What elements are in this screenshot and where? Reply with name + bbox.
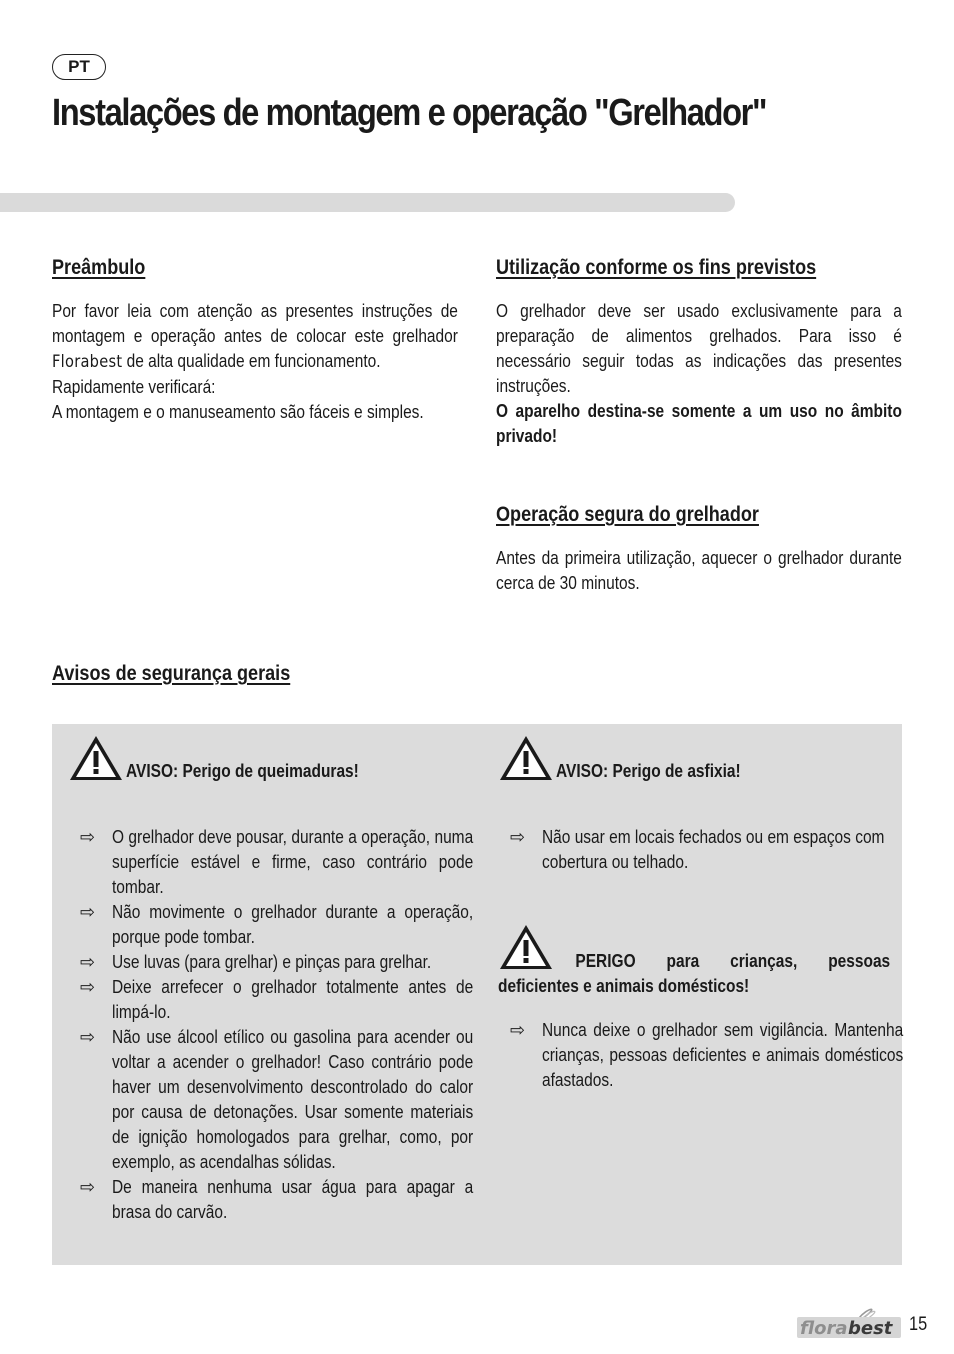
warning-asphyxia-title: AVISO: Perigo de asfixia! [556, 761, 741, 781]
warning-burns-title: AVISO: Perigo de queimaduras! [126, 761, 359, 781]
arrow-right-outline-icon: ⇨ [510, 827, 526, 848]
arrow-right-outline-icon: ⇨ [510, 1020, 526, 1041]
utilizacao-body: O grelhador deve ser usado exclusivamente para a preparação de alimentos grelhados. Para isso é necessário seguir todas as indicações das presentes instruções. [496, 301, 902, 396]
preambulo-section [52, 256, 458, 425]
operacao-heading: Operação segura do grelhador [496, 503, 759, 526]
utilizacao-text [496, 299, 902, 449]
preambulo-text [52, 299, 458, 425]
language-badge: PT [52, 54, 106, 80]
safety-warning-box [52, 724, 902, 1265]
warning-burns-column [68, 732, 474, 1225]
warning-burns-header [68, 732, 460, 782]
warning-asphyxia-header [498, 732, 890, 782]
list-item: ⇨ Nunca deixe o grelhador sem vigilância. Mantenha crianças, pessoas deficientes e animais domésticos afastados. [510, 1020, 904, 1090]
arrow-right-outline-icon: ⇨ [80, 1177, 96, 1198]
utilizacao-bold-note: O aparelho destina-se somente a um uso no âmbito privado! [496, 401, 902, 446]
list-item: ⇨ O grelhador deve pousar, durante a operação, numa superfície estável e firme, caso contrário pode tombar. [80, 827, 474, 897]
preambulo-line2: de alta qualidade em funcionamento. [126, 351, 381, 371]
avisos-section [52, 662, 458, 706]
utilizacao-heading: Utilização conforme os fins previstos [496, 256, 817, 279]
preambulo-line4: A montagem e o manuseamento são fáceis e simples. [52, 402, 424, 422]
arrow-right-outline-icon: ⇨ [80, 977, 96, 998]
danger-title: PERIGO para crianças, pessoas deficientes e animais domésticos! [498, 951, 891, 996]
page-title: Instalações de montagem e operação "Grelhador" [52, 92, 767, 134]
preambulo-heading: Preâmbulo [52, 256, 146, 279]
list-item: ⇨ Use luvas (para grelhar) e pinças para grelhar. [80, 952, 432, 973]
warning-burns-list [68, 825, 474, 1225]
list-item: ⇨ Não use álcool etílico ou gasolina para acender ou voltar a acender o grelhador! Caso contrário pode haver um desenvolvimento descontrolado do calor por causa de detonações. Usar somente materiais de ignição homologados para grelhar, como, por exemplo, as acendalhas sólidas. [80, 1027, 474, 1172]
logo-text-best: best [848, 1318, 893, 1338]
list-item: ⇨ Não movimente o grelhador durante a operação, porque pode tombar. [80, 902, 474, 947]
warning-asphyxia-column [498, 732, 904, 1093]
arrow-right-outline-icon: ⇨ [80, 952, 96, 973]
danger-list [498, 1018, 904, 1093]
page-number: 15 [909, 1314, 928, 1335]
arrow-right-outline-icon: ⇨ [80, 1027, 96, 1048]
list-item: ⇨ Não usar em locais fechados ou em espaços com cobertura ou telhado. [510, 827, 885, 872]
brand-name-inline: Florabest [52, 352, 123, 372]
preambulo-line3: Rapidamente verificará: [52, 377, 216, 397]
list-item: ⇨ Deixe arrefecer o grelhador totalmente antes de limpá-lo. [80, 977, 474, 1022]
avisos-heading: Avisos de segurança gerais [52, 662, 291, 685]
warning-triangle-icon [498, 734, 554, 782]
operacao-text: Antes da primeira utilização, aquecer o grelhador durante cerca de 30 minutos. [496, 548, 902, 593]
operacao-section [496, 503, 902, 596]
florabest-logo [797, 1306, 901, 1338]
arrow-right-outline-icon: ⇨ [80, 902, 96, 923]
title-underline-bar [0, 193, 735, 212]
danger-header [498, 923, 890, 998]
arrow-right-outline-icon: ⇨ [80, 827, 96, 848]
warning-asphyxia-list [498, 825, 890, 875]
warning-triangle-icon [68, 734, 124, 782]
utilizacao-section [496, 256, 902, 449]
preambulo-line1: Por favor leia com atenção as presentes instruções de montagem e operação antes de colocar este grelhador [52, 301, 458, 346]
list-item: ⇨ De maneira nenhuma usar água para apagar a brasa do carvão. [80, 1177, 474, 1222]
logo-text-flora: flora [800, 1318, 848, 1338]
